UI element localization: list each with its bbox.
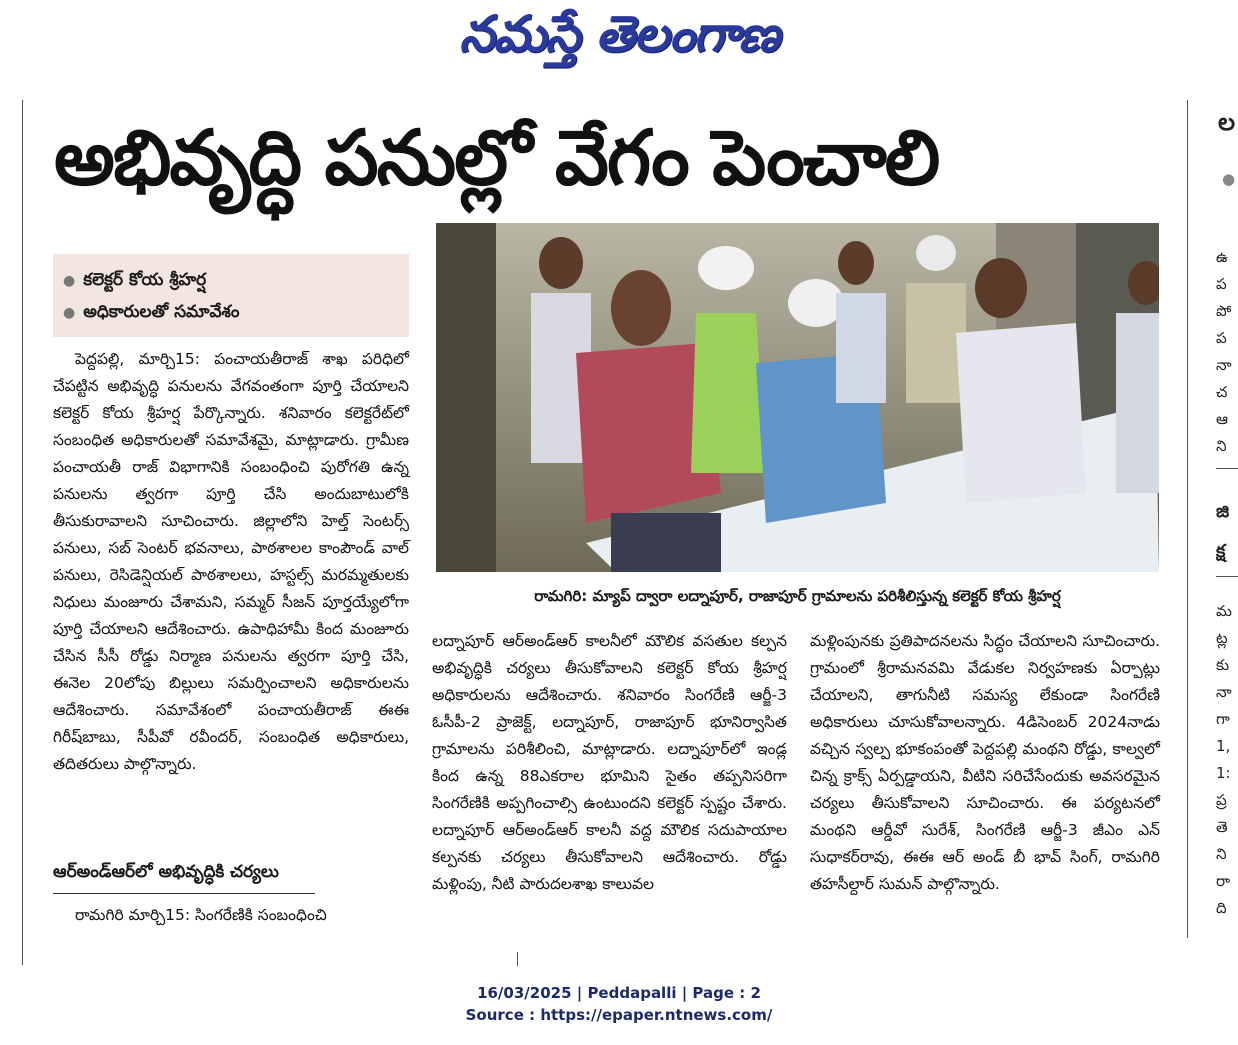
story-2-column-1 [53,902,409,932]
story-2-column-3 [810,628,1160,933]
footer-date-line: 16/03/2025 | Peddapalli | Page : 2 [477,984,761,1002]
story-2-body-part-2: మళ్లింపునకు ప్రతిపాదనలను సిద్ధం చేయాలని సూచించారు. గ్రామంలో శ్రీరామనవమి వేడుకల నిర్వహణకు ఏర్పాట్లు చేయాలని, తాగునీటి సమస్య లేకుండా సింగరేణి అధికారులు చూసుకోవాలన్నారు. 4డిసెంబర్ 2024నాడు వచ్చిన స్వల్ప భూకంపంతో పెద్దపల్లి మంథని రోడ్డు, కాల్వలో చిన్న క్రాక్స్ ఏర్పడ్డాయని, వీటిని సరిచేసేందుకు అవసరమైన చర్యలు తీసుకోవాలని సూచించారు. ఈ పర్యటనలో మంథని ఆర్డీవో సురేశ్, సింగరేణి ఆర్జీ-3 జీఎం ఎన్ సుధాకర్‌రావు, ఈఈ ఆర్ అండ్ బీ భావ్ సింగ్, రామగిరి తహసీల్దార్ సుమన్ పాల్గొన్నారు. [810,632,1160,893]
story-body: పెద్దపల్లి, మార్చి15: పంచాయతీరాజ్ శాఖ పరిధిలో చేపట్టిన అభివృద్ధి పనులను వేగవంతంగా పూర్తి చేయాలని కలెక్టర్ కోయ శ్రీహర్ష పేర్కొన్నారు. శనివారం కలెక్టరేట్‌లో సంబంధిత అధికారులతో సమావేశమై, మాట్లాడారు. గ్రామీణ పంచాయతీ రాజ్ విభాగానికి సంబంధించి పురోగతి ఉన్న పనులను త్వరగా పూర్తి చేసి అందుబాటులోకి తీసుకురావాలని సూచించారు. జిల్లాలోని హెల్త్ సెంటర్స్ పనులు, సబ్ సెంటర్ భవనాలు, పాఠశాలల కాంపౌండ్ వాల్ పనులు, రెసిడెన్షియల్ పాఠశాలలు, హస్టల్స్ మరమ్మతులకు నిధులు మంజూరు చేశామని, సమ్మర్ సీజన్ పూర్తయ్యేలోగా పూర్తి చేయాలని ఆదేశించారు. ఉపాధిహామీ కింద మంజూరు చేసిన సీసీ రోడ్డు నిర్మాణ పనులను త్వరగా పూర్తి చేసి, ఈనెల 20లోపు బిల్లులు సమర్పించాలని అధికారులను ఆదేశించారు. సమావేశంలో పంచాయతీరాజ్ ఈఈ గిరీష్‌బాబు, సీపీవో రవీందర్, సంబంధిత అధికారులు, తదితరులు పాల్గొన్నారు. [53,350,409,773]
left-column-rule [22,100,23,965]
footer-source-link[interactable]: Source : https://epaper.ntnews.com/ [465,1006,773,1024]
story-2-column-2 [432,628,787,933]
sub-headline: ఆర్అండ్ఆర్‌లో అభివృద్ధికి చర్యలు [53,856,315,894]
highlights-box [53,254,409,337]
story-column-1 [53,346,409,846]
adjacent-story-bullet: ● [1222,170,1236,188]
bottom-center-rule [517,952,518,966]
bullet-icon: ● [63,305,76,321]
highlight-item: ● అధికారులతో సమావేశం [63,302,240,322]
adjacent-story-text-1: ఉ ప పో ప నా చ ఆ ని [1216,248,1232,455]
newspaper-logo: నమస్తే తెలంగాణ [459,4,779,63]
story-2-body-part-1: లద్నాపూర్ ఆర్అండ్ఆర్ కాలనీలో మౌలిక వసతుల కల్పన అభివృద్ధికి చర్యలు తీసుకోవాలని కలెక్టర్ కోయ శ్రీహర్ష అధికారులను ఆదేశించారు. శనివారం సింగరేణి ఆర్జీ-3 ఓసీపీ-2 ప్రాజెక్ట్, లద్నాపూర్, రాజాపూర్ భూనిర్వాసిత గ్రామాలను పరిశీలించి, మాట్లాడారు. లద్నాపూర్‌లో ఇండ్ల కింద ఉన్న 88ఎకరాల భూమిని సైతం తప్పనిసరిగా సింగరేణికి అప్పగించాల్సి ఉంటుందని కలెక్టర్ స్పష్టం చేశారు. లద్నాపూర్ ఆర్అండ్ఆర్ కాలనీ వద్ద మౌలిక సదుపాయాల కల్పనకు చర్యలు తీసుకోవాలని ఆదేశించారు. రోడ్డు మళ్లింపు, నీటి పారుదలశాఖ కాలువల [432,632,787,893]
adjacent-story-headline-fragment-2: జి క్ష [1216,501,1230,562]
adjacent-story-headline-fragment: ల [1218,108,1236,136]
news-photo [436,223,1159,572]
right-section-rule-2 [1216,576,1238,577]
masthead [0,0,1238,88]
right-section-rule-1 [1216,468,1238,469]
headline: అభివృద్ధి పనుల్లో వేగం పెంచాలి [54,113,939,202]
right-column-rule [1187,100,1188,938]
photo-caption: రామగిరి: మ్యాప్ ద్వారా లద్నాపూర్, రాజాపూర్ గ్రామాలను పరిశీలిస్తున్న కలెక్టర్ కోయ శ్రీహర్ష [534,587,1061,605]
adjacent-story-text-2: మ ట్ల కు నా గా 1, 1: ప్ర తె ని రా ది [1216,602,1232,917]
bullet-icon: ● [63,273,76,289]
story-2-lead: రామగిరి మార్చి15: సింగరేణికి సంబంధించి [75,906,327,924]
highlight-item: ● కలెక్టర్ కోయ శ్రీహర్ష [63,270,207,290]
